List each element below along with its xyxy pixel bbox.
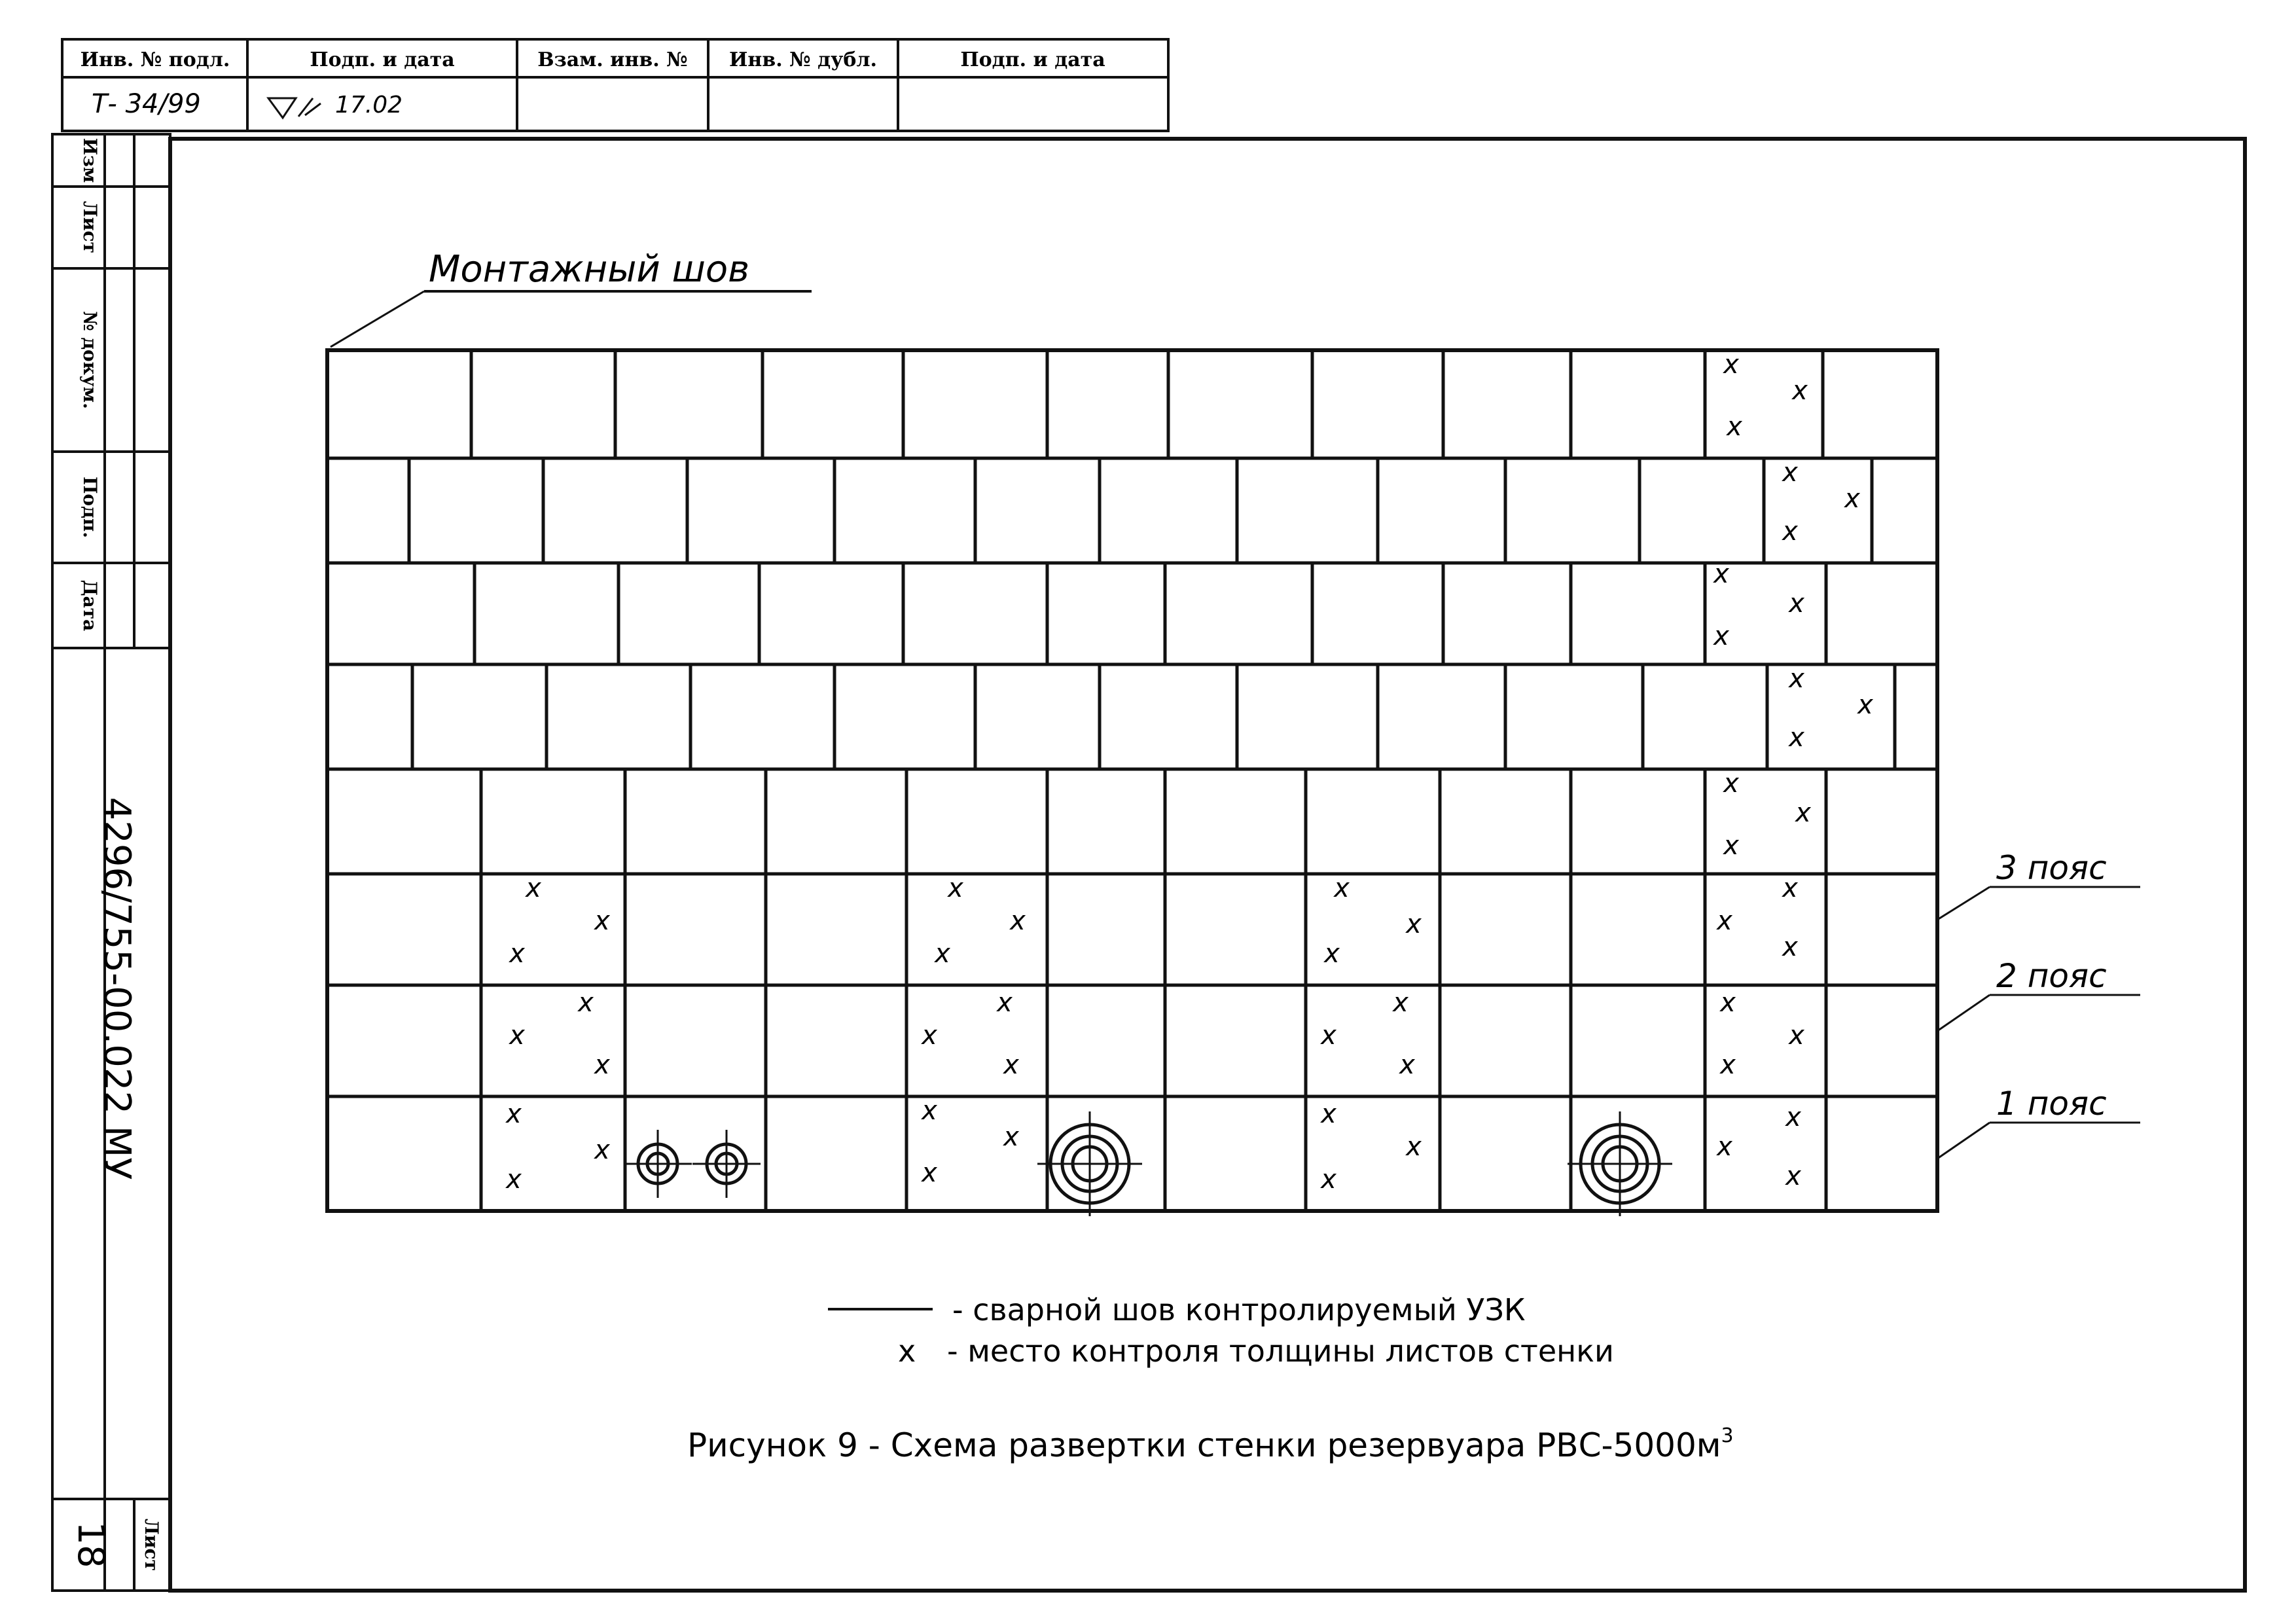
thickness-control-mark: x [935,939,950,969]
stamp-header-inv-podl: Инв. № подл. [80,48,230,71]
thickness-control-mark: x [1321,1099,1336,1129]
thickness-control-mark: x [1003,1122,1019,1152]
stamp-date-value: 17.02 [335,92,403,118]
thickness-control-mark: x [1720,1050,1736,1080]
handwritten-signature [268,98,321,118]
thickness-control-mark: x [526,873,541,903]
thickness-control-mark: x [1003,1050,1019,1080]
side-label-podp: Подп. [79,476,101,539]
legend-weld-line-text: - сварной шов контролируемый УЗК [952,1292,1526,1327]
thickness-control-mark: x [1785,1161,1801,1191]
thickness-control-mark: x [594,906,610,936]
thickness-control-mark: x [506,1099,522,1129]
thickness-control-mark: x [1720,988,1736,1018]
thickness-control-mark: x [1723,350,1739,380]
side-label-list: Лист [79,201,101,253]
thickness-control-mark: x [1782,873,1798,903]
figure-caption-superscript: 3 [1721,1424,1734,1447]
thickness-control-mark: x [1727,412,1742,442]
document-number: 4296/755-00.022 МУ [96,797,138,1180]
belt-label-2: 2 пояс [1996,957,2107,995]
thickness-control-mark: x [922,1158,937,1188]
mounting-seam-label: Монтажный шов [429,248,750,291]
stamp-header-podp-data-2: Подп. и дата [960,48,1105,71]
thickness-control-mark: x [1399,1050,1415,1080]
side-label-data: Дата [79,579,101,632]
thickness-control-mark: x [1789,588,1804,619]
mounting-seam-leader [331,291,424,347]
thickness-control-mark: x [1857,690,1873,720]
belt-label-3: 3 пояс [1996,849,2107,887]
thickness-control-mark: x [1717,906,1732,936]
stamp-header-podp-data: Подп. и дата [310,48,455,71]
stamp-inv-podl-value: Т- 34/99 [92,89,201,119]
thickness-control-mark: x [1713,559,1729,589]
figure-caption [687,1424,1734,1464]
thickness-control-mark: x [509,1020,525,1051]
thickness-control-mark: x [1723,831,1739,861]
thickness-control-mark: x [1782,458,1798,488]
thickness-control-mark: x [594,1135,610,1165]
tank-wall-development [327,350,1937,1216]
thickness-control-mark: x [1406,909,1422,939]
thickness-control-mark: x [1406,1132,1422,1162]
thickness-control-mark: x [922,1020,937,1051]
thickness-control-mark: x [1010,906,1026,936]
belt-label-1: 1 пояс [1996,1085,2107,1123]
thickness-control-mark: x [1792,376,1808,406]
thickness-control-mark: x [1782,932,1798,962]
thickness-control-mark: x [509,939,525,969]
thickness-control-mark: x [578,988,594,1018]
wall-outline [327,350,1937,1211]
thickness-control-mark: x [1713,621,1729,651]
sheet-number: 18 [69,1521,112,1568]
stamp-header-inv-dubl: Инв. № дубл. [729,48,877,71]
thickness-control-mark: x [948,873,963,903]
thickness-control-mark: x [1321,1164,1336,1195]
thickness-control-mark: x [1789,664,1804,694]
thickness-control-mark: x [1789,723,1804,753]
side-label-dokum: № докум. [79,311,101,409]
thickness-control-mark: x [1782,516,1798,547]
thickness-control-mark: x [506,1164,522,1195]
legend-mark-text: - место контроля толщины листов стенки [947,1333,1614,1369]
thickness-control-mark: x [1393,988,1408,1018]
thickness-control-mark: x [997,988,1013,1018]
thickness-control-mark: x [1334,873,1350,903]
thickness-control-mark: x [1717,1132,1732,1162]
thickness-control-mark: x [1723,768,1739,799]
figure-caption-text: Рисунок 9 - Схема развертки стенки резервуара РВС-5000м [687,1426,1721,1464]
thickness-control-mark: x [594,1050,610,1080]
thickness-control-mark: x [1844,484,1860,514]
sheet-label: Лист [141,1519,162,1571]
thickness-control-mark: x [1321,1020,1336,1051]
stamp-header-vzam-inv: Взам. инв. № [537,48,688,71]
thickness-control-mark: x [1795,798,1811,828]
thickness-control-mark: x [1789,1020,1804,1051]
thickness-control-mark: x [1324,939,1340,969]
thickness-control-mark: x [1785,1102,1801,1132]
side-label-izm: Изм [79,137,101,183]
legend-mark-symbol: x [898,1333,916,1369]
thickness-control-mark: x [922,1096,937,1126]
